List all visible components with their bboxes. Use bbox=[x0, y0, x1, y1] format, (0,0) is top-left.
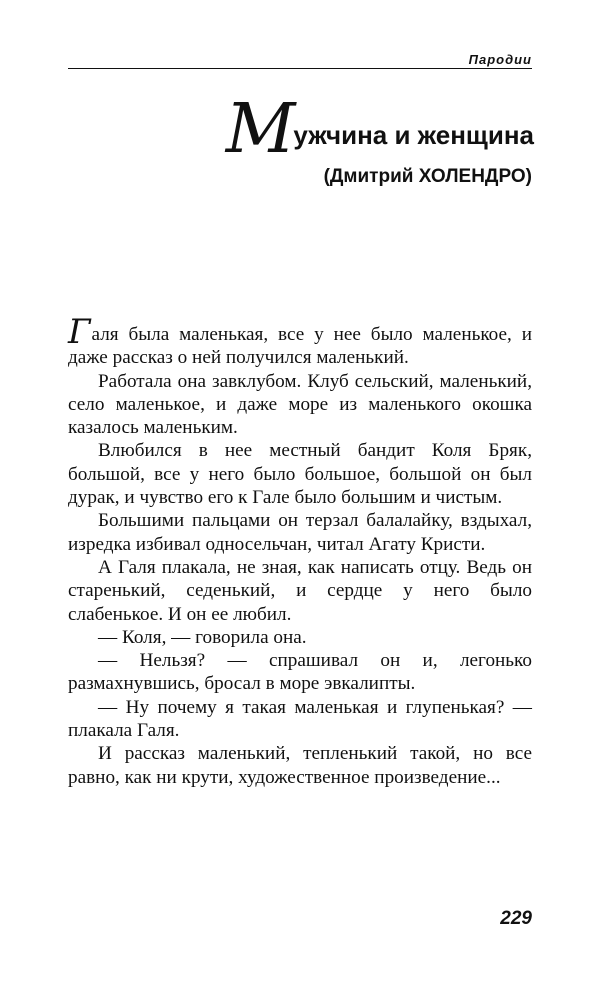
drop-cap: Г bbox=[68, 312, 91, 352]
paragraph: И рассказ маленький, тепленький такой, но все равно, как ни крути, художественное произведение... bbox=[68, 743, 532, 788]
story-title bbox=[225, 90, 534, 169]
header-rule bbox=[68, 68, 532, 69]
dialogue-line: — Коля, — говорила она. bbox=[98, 626, 307, 648]
page-number: 229 bbox=[500, 908, 532, 929]
title-rest: ужчина и женщина bbox=[293, 120, 534, 150]
paragraph bbox=[68, 312, 532, 370]
paragraph: Работала она завклубом. Клуб сельский, маленький, село маленькое, и даже море из маленького окошка казалось маленьким. bbox=[68, 370, 532, 439]
author-line: (Дмитрий ХОЛЕНДРО) bbox=[323, 166, 532, 187]
story-body bbox=[68, 312, 532, 789]
dialogue-line: — Нельзя? — спрашивал он и, легонько размахнувшись, бросал в море эвкалипты. bbox=[68, 650, 532, 695]
paragraph: Большими пальцами он терзал балалайку, вздыхал, изредка избивал односельчан, читал Агату Кристи. bbox=[68, 510, 532, 555]
dialogue-line: — Ну почему я такая маленькая и глупенькая? — плакала Галя. bbox=[68, 696, 532, 742]
title-initial: М bbox=[225, 90, 294, 169]
paragraph: А Галя плакала, не зная, как написать отцу. Ведь он старенький, седенький, и сердце у него было слабенькое. И он ее любил. bbox=[68, 556, 532, 625]
paragraph: Влюбился в нее местный бандит Коля Бряк, большой, все у него было большое, большой он был дурак, и чувство его к Гале было большим и чистым. bbox=[68, 440, 532, 509]
paragraph-text: аля была маленькая, все у нее было маленькое, и даже рассказ о ней получился маленький. bbox=[68, 324, 532, 369]
running-head: Пародии bbox=[468, 52, 532, 67]
